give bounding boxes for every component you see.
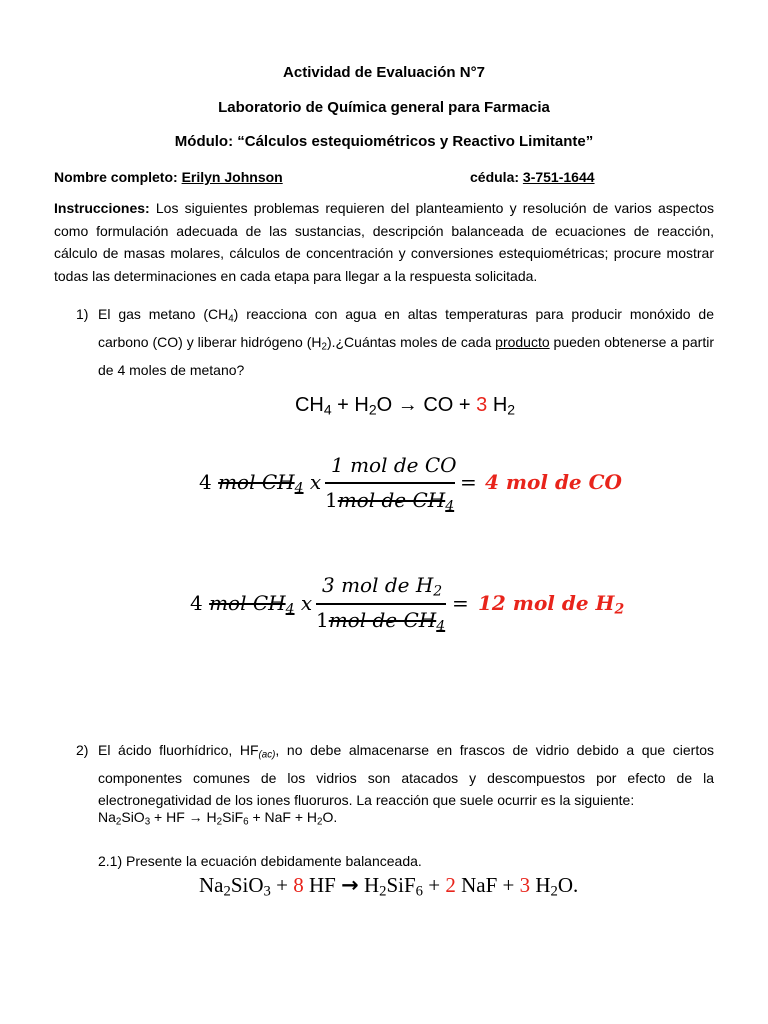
- r-na: Na: [98, 809, 116, 825]
- r-s2c: 2: [317, 816, 323, 828]
- calc2-lead-num: 4: [190, 591, 203, 615]
- problem1-text: [98, 303, 714, 381]
- eq-sub2a: 2: [368, 401, 377, 418]
- b-s2b: 2: [379, 883, 387, 900]
- calc1-lead-strike-text: mol CH: [218, 470, 295, 494]
- b-s6: 6: [415, 883, 423, 900]
- arrow-icon: →: [188, 809, 203, 825]
- b-h: H: [358, 873, 380, 897]
- document-subtitle: Laboratorio de Química general para Farmacia: [218, 99, 550, 116]
- b-hf: HF: [303, 873, 342, 897]
- b-plus2: +: [423, 873, 446, 897]
- r-sif: SiF: [222, 809, 244, 825]
- calc1-fraction-line: [325, 482, 455, 484]
- calc2-equals: =: [452, 591, 469, 615]
- problem2-reaction: [98, 806, 337, 833]
- p1-underlined: producto: [495, 333, 550, 350]
- calc1-result: 4 mol de CO: [485, 470, 622, 494]
- subquestion-2-1: 2.1) Presente la ecuación debidamente balanceada.: [98, 853, 422, 869]
- b-sio: SiO: [230, 873, 264, 897]
- eq-o-arrow: O → CO +: [376, 394, 477, 416]
- b-sif: SiF: [386, 873, 416, 897]
- calc2-num-sub: 2: [433, 583, 443, 600]
- document-title: Actividad de Evaluación N°7: [283, 64, 485, 81]
- eq-sub2b: 2: [507, 401, 516, 418]
- student-name-row: [54, 166, 283, 188]
- p1-text-a: El gas metano (CH: [98, 306, 229, 322]
- calc2-den-sub: 4: [436, 618, 446, 635]
- calc2-lead-strike: [209, 591, 295, 618]
- b-s2c: 2: [550, 883, 558, 900]
- calc1-times: x: [309, 470, 322, 494]
- b-c1: 8: [293, 873, 304, 897]
- b-c3: 3: [519, 873, 531, 897]
- r-sio: SiO: [121, 809, 145, 825]
- eq-coef: 3: [476, 394, 488, 416]
- calc2-times: x: [300, 591, 313, 615]
- id-label: cédula:: [470, 169, 520, 185]
- calc2-den-strike-text: mol de CH: [328, 608, 437, 632]
- arrow-icon: →: [341, 873, 359, 897]
- eq-ch: CH: [294, 394, 324, 416]
- calc2-den-lead: 1: [316, 608, 329, 632]
- module-title: Módulo: “Cálculos estequiométricos y Reactivo Limitante”: [174, 133, 594, 150]
- calc2-result: [478, 591, 624, 618]
- eq-sub4: 4: [323, 401, 332, 418]
- instructions-paragraph: [54, 197, 714, 287]
- instructions-text: Los siguientes problemas requieren del planteamiento y resolución de varios aspectos como formulación adecuada de las sustancias, descripción balanceada de ecuaciones de reacción, cálculo de masas molares, cálculos de concentración y conversiones estequiométricas; procure mostrar todas las determinaciones en cada etapa para llegar a la respuesta solicitada.: [54, 200, 714, 284]
- r-h: H: [202, 809, 217, 825]
- b-h2: H: [530, 873, 551, 897]
- calc1-lead-strike: [218, 470, 304, 497]
- calc1-den-strike-text: mol de CH: [337, 488, 446, 512]
- instructions-label: Instrucciones:: [54, 200, 150, 216]
- r-s2: 2: [115, 816, 122, 828]
- calc2-lead-strike-text: mol CH: [209, 591, 286, 615]
- balanced-equation: [199, 873, 578, 901]
- r-s2b: 2: [216, 816, 223, 828]
- p2-text-ac: (ac): [258, 749, 276, 761]
- methane-equation: [0, 394, 768, 418]
- r-rest: + NaF + H: [248, 809, 318, 825]
- p1-text-d: pueden obtenerse a partir de 4 moles de metano?: [98, 333, 714, 378]
- b-plus1: +: [270, 873, 294, 897]
- calc1-den-strike: [337, 488, 455, 515]
- calc2-lead: [190, 591, 312, 618]
- calc1-lead-sub: 4: [294, 480, 304, 497]
- p2-text-a: El ácido fluorhídrico, HF: [98, 742, 259, 758]
- name-label: Nombre completo:: [54, 169, 178, 185]
- p1-text-c: ).¿Cuántas moles de cada: [326, 333, 496, 350]
- id-value: 3-751-1644: [522, 169, 595, 185]
- calc2-result-sub: 2: [614, 601, 625, 618]
- calc2-numerator: [322, 573, 442, 600]
- calc2-fraction-line: [316, 603, 446, 605]
- calc2-den-strike: [328, 608, 446, 635]
- calc2-num-text: 3 mol de H: [322, 573, 434, 597]
- r-s6: 6: [243, 816, 249, 828]
- calc1-equals: =: [460, 470, 477, 494]
- r-o: O.: [322, 809, 338, 825]
- calc1-lead: [199, 470, 321, 497]
- problem2-number: 2): [76, 742, 89, 758]
- r-s3: 3: [144, 816, 151, 828]
- b-na: Na: [199, 873, 224, 897]
- student-id-row: [470, 166, 595, 188]
- p1-sub4: 4: [228, 313, 234, 325]
- problem2-text: [98, 739, 714, 812]
- problem1-number: 1): [76, 306, 89, 322]
- calc2-denominator: [316, 608, 445, 635]
- calc2-lead-sub: 4: [285, 601, 295, 618]
- calc1-lead-num: 4: [199, 470, 212, 494]
- p2-text-b: , no debe almacenarse en frascos de vidrio debido a que ciertos componentes comunes de los vidrios son atacados y descompuestos por efecto de la electronegatividad de los iones fluoruros. La reacción que suele ocurrir es la siguiente:: [98, 742, 714, 809]
- eq-h: H: [487, 394, 508, 416]
- name-value: Erilyn Johnson: [181, 169, 283, 185]
- b-naf: NaF +: [455, 873, 520, 897]
- calc1-denominator: [325, 488, 454, 515]
- calc1-den-sub: 4: [445, 498, 455, 515]
- calc2-result-text: 12 mol de H: [478, 591, 615, 615]
- eq-plus-h: + H: [331, 394, 369, 416]
- calc1-den-lead: 1: [325, 488, 338, 512]
- b-c2: 2: [445, 873, 456, 897]
- p1-sub2: 2: [321, 341, 327, 353]
- b-o: O.: [557, 873, 579, 897]
- b-s3: 3: [263, 883, 271, 900]
- p1-text-b: ) reacciona con agua en altas temperaturas para producir monóxido de carbono (CO) y liberar hidrógeno (H: [98, 306, 714, 350]
- r-hf: + HF: [150, 809, 189, 825]
- calc1-numerator: 1 mol de CO: [331, 453, 457, 477]
- b-s2: 2: [223, 883, 231, 900]
